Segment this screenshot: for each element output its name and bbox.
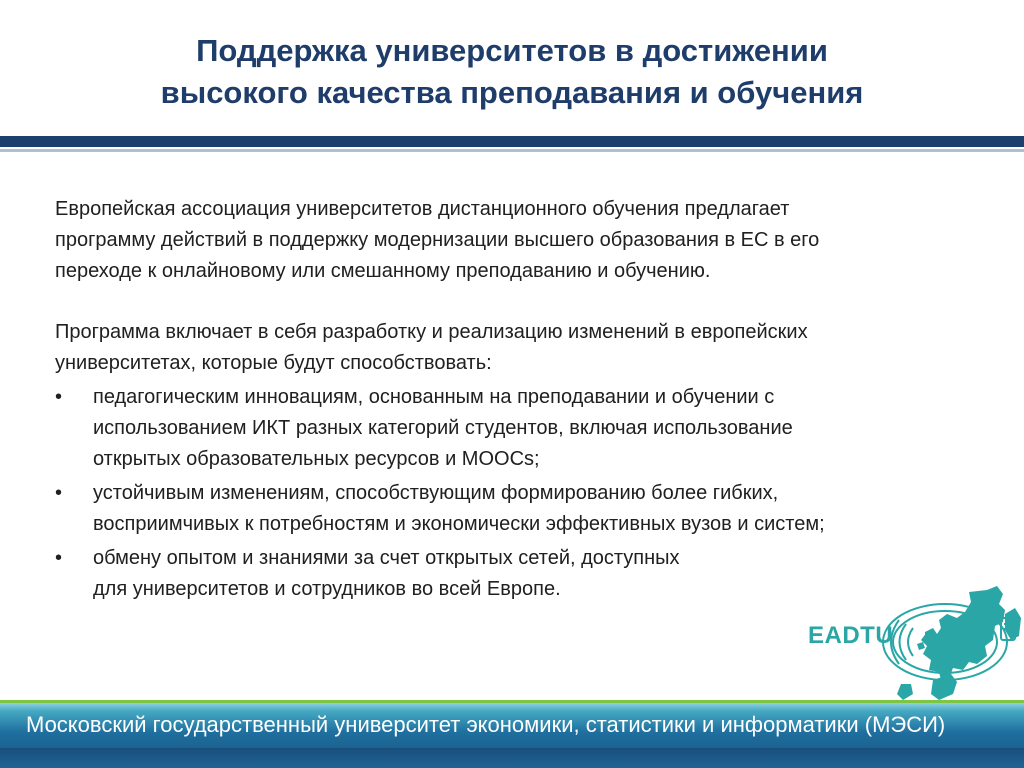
title-divider: [0, 136, 1024, 147]
slide-body: [55, 194, 975, 605]
title-divider-thin: [0, 149, 1024, 152]
bullet-line: для университетов и сотрудников во всей Европе.: [93, 578, 561, 600]
eadtu-logo-text: EADTU: [808, 622, 894, 649]
program-paragraph: [55, 317, 975, 605]
bullet-line: использованием ИКТ разных категорий студентов, включая использование: [93, 417, 793, 439]
intro-line: программу действий в поддержку модернизации высшего образования в ЕС в его: [55, 229, 820, 251]
title-line-2: высокого качества преподавания и обучения: [160, 75, 864, 110]
bullet-line: открытых образовательных ресурсов и MOOCs;: [93, 448, 540, 470]
bullet-line: педагогическим инновациям, основанным на преподавании и обучении с: [93, 386, 775, 408]
footer-text: Московский государственный университет экономики, статистики и информатики (МЭСИ): [26, 712, 946, 737]
slide-title: [0, 30, 1024, 114]
bullet-line: обмену опытом и знаниями за счет открытых сетей, доступных: [93, 547, 680, 569]
bullet-icon: •: [55, 482, 63, 504]
footer-bottom-band: [0, 748, 1024, 768]
intro-line: Европейская ассоциация университетов дистанционного обучения предлагает: [55, 198, 790, 220]
list-item: [55, 478, 975, 540]
title-line-1: Поддержка университетов в достижении: [196, 33, 828, 68]
bullet-list: [55, 382, 975, 605]
bullet-line: устойчивым изменениям, способствующим формированию более гибких,: [93, 482, 779, 504]
intro-line: переходе к онлайновому или смешанному преподаванию и обучению.: [55, 260, 711, 282]
list-item: [55, 382, 975, 475]
intro-paragraph: [55, 194, 975, 287]
bullet-line: восприимчивых к потребностям и экономически эффективных вузов и систем;: [93, 513, 825, 535]
bullet-icon: •: [55, 386, 63, 408]
program-line: университетах, которые будут способствовать:: [55, 352, 492, 374]
program-line: Программа включает в себя разработку и реализацию изменений в европейских: [55, 321, 808, 343]
bullet-icon: •: [55, 547, 63, 569]
